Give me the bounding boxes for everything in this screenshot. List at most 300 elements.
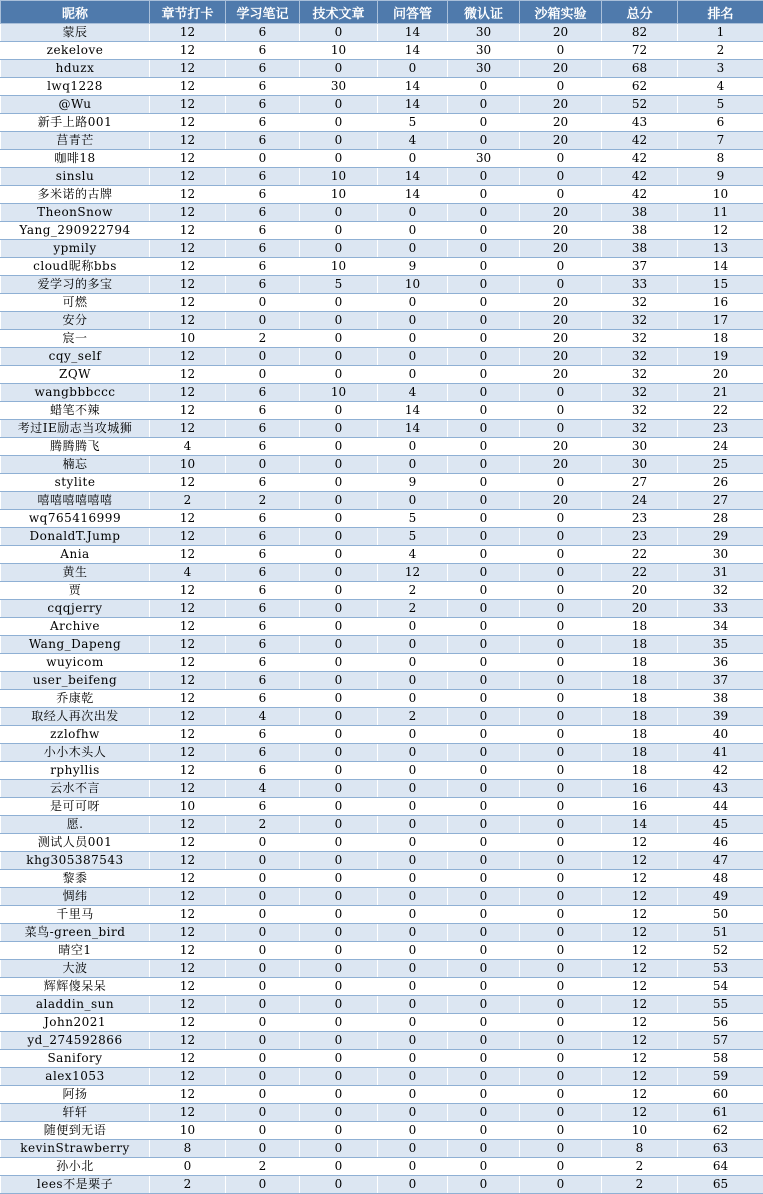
rank-cell[interactable]: 48 <box>678 870 763 888</box>
chapter-checkin-cell[interactable]: 12 <box>150 1014 226 1032</box>
tech-articles-cell[interactable]: 0 <box>300 240 378 258</box>
tech-articles-cell[interactable]: 10 <box>300 384 378 402</box>
chapter-checkin-cell[interactable]: 12 <box>150 78 226 96</box>
chapter-checkin-cell[interactable]: 12 <box>150 1086 226 1104</box>
nickname-cell[interactable]: 千里马 <box>1 906 150 924</box>
sandbox-lab-cell[interactable]: 0 <box>520 78 602 96</box>
study-notes-cell[interactable]: 6 <box>226 204 300 222</box>
chapter-checkin-cell[interactable]: 12 <box>150 942 226 960</box>
rank-cell[interactable]: 37 <box>678 672 763 690</box>
qa-cell[interactable]: 9 <box>378 258 448 276</box>
chapter-checkin-cell[interactable]: 12 <box>150 1050 226 1068</box>
header-study-notes[interactable]: 学习笔记 <box>226 1 300 24</box>
qa-cell[interactable]: 0 <box>378 1086 448 1104</box>
sandbox-lab-cell[interactable]: 0 <box>520 816 602 834</box>
study-notes-cell[interactable]: 6 <box>226 672 300 690</box>
qa-cell[interactable]: 10 <box>378 276 448 294</box>
study-notes-cell[interactable]: 0 <box>226 942 300 960</box>
tech-articles-cell[interactable]: 0 <box>300 294 378 312</box>
rank-cell[interactable]: 12 <box>678 222 763 240</box>
sandbox-lab-cell[interactable]: 0 <box>520 402 602 420</box>
qa-cell[interactable]: 0 <box>378 870 448 888</box>
total-score-cell[interactable]: 10 <box>602 1122 678 1140</box>
sandbox-lab-cell[interactable]: 0 <box>520 42 602 60</box>
study-notes-cell[interactable]: 0 <box>226 1176 300 1194</box>
study-notes-cell[interactable]: 6 <box>226 546 300 564</box>
nickname-cell[interactable]: hduzx <box>1 60 150 78</box>
qa-cell[interactable]: 0 <box>378 780 448 798</box>
study-notes-cell[interactable]: 6 <box>226 402 300 420</box>
chapter-checkin-cell[interactable]: 12 <box>150 60 226 78</box>
qa-cell[interactable]: 0 <box>378 150 448 168</box>
total-score-cell[interactable]: 38 <box>602 240 678 258</box>
tech-articles-cell[interactable]: 10 <box>300 42 378 60</box>
sandbox-lab-cell[interactable]: 0 <box>520 528 602 546</box>
study-notes-cell[interactable]: 0 <box>226 366 300 384</box>
study-notes-cell[interactable]: 6 <box>226 744 300 762</box>
qa-cell[interactable]: 0 <box>378 888 448 906</box>
chapter-checkin-cell[interactable]: 12 <box>150 726 226 744</box>
tech-articles-cell[interactable]: 0 <box>300 96 378 114</box>
nickname-cell[interactable]: 愿. <box>1 816 150 834</box>
tech-articles-cell[interactable]: 0 <box>300 114 378 132</box>
total-score-cell[interactable]: 42 <box>602 186 678 204</box>
sandbox-lab-cell[interactable]: 0 <box>520 564 602 582</box>
chapter-checkin-cell[interactable]: 12 <box>150 834 226 852</box>
rank-cell[interactable]: 13 <box>678 240 763 258</box>
rank-cell[interactable]: 14 <box>678 258 763 276</box>
sandbox-lab-cell[interactable]: 0 <box>520 1086 602 1104</box>
tech-articles-cell[interactable]: 0 <box>300 852 378 870</box>
qa-cell[interactable]: 0 <box>378 1068 448 1086</box>
nickname-cell[interactable]: 蒙辰 <box>1 24 150 42</box>
sandbox-lab-cell[interactable]: 20 <box>520 438 602 456</box>
nickname-cell[interactable]: user_beifeng <box>1 672 150 690</box>
study-notes-cell[interactable]: 0 <box>226 456 300 474</box>
study-notes-cell[interactable]: 6 <box>226 96 300 114</box>
chapter-checkin-cell[interactable]: 4 <box>150 564 226 582</box>
study-notes-cell[interactable]: 6 <box>226 582 300 600</box>
rank-cell[interactable]: 65 <box>678 1176 763 1194</box>
sandbox-lab-cell[interactable]: 0 <box>520 600 602 618</box>
rank-cell[interactable]: 50 <box>678 906 763 924</box>
study-notes-cell[interactable]: 0 <box>226 852 300 870</box>
nickname-cell[interactable]: 贾 <box>1 582 150 600</box>
qa-cell[interactable]: 14 <box>378 78 448 96</box>
sandbox-lab-cell[interactable]: 20 <box>520 366 602 384</box>
nickname-cell[interactable]: 考过IE励志当攻城狮 <box>1 420 150 438</box>
sandbox-lab-cell[interactable]: 0 <box>520 384 602 402</box>
rank-cell[interactable]: 15 <box>678 276 763 294</box>
micro-cert-cell[interactable]: 0 <box>448 546 520 564</box>
chapter-checkin-cell[interactable]: 12 <box>150 168 226 186</box>
qa-cell[interactable]: 0 <box>378 1140 448 1158</box>
sandbox-lab-cell[interactable]: 20 <box>520 294 602 312</box>
tech-articles-cell[interactable]: 0 <box>300 1050 378 1068</box>
qa-cell[interactable]: 2 <box>378 708 448 726</box>
chapter-checkin-cell[interactable]: 12 <box>150 384 226 402</box>
total-score-cell[interactable]: 18 <box>602 762 678 780</box>
qa-cell[interactable]: 4 <box>378 546 448 564</box>
tech-articles-cell[interactable]: 0 <box>300 420 378 438</box>
total-score-cell[interactable]: 18 <box>602 672 678 690</box>
total-score-cell[interactable]: 18 <box>602 618 678 636</box>
micro-cert-cell[interactable]: 0 <box>448 384 520 402</box>
rank-cell[interactable]: 21 <box>678 384 763 402</box>
chapter-checkin-cell[interactable]: 12 <box>150 636 226 654</box>
sandbox-lab-cell[interactable]: 0 <box>520 1068 602 1086</box>
chapter-checkin-cell[interactable]: 12 <box>150 294 226 312</box>
study-notes-cell[interactable]: 6 <box>226 42 300 60</box>
rank-cell[interactable]: 28 <box>678 510 763 528</box>
sandbox-lab-cell[interactable]: 0 <box>520 690 602 708</box>
qa-cell[interactable]: 0 <box>378 60 448 78</box>
nickname-cell[interactable]: 黄生 <box>1 564 150 582</box>
micro-cert-cell[interactable]: 0 <box>448 636 520 654</box>
total-score-cell[interactable]: 32 <box>602 294 678 312</box>
sandbox-lab-cell[interactable]: 0 <box>520 672 602 690</box>
qa-cell[interactable]: 0 <box>378 618 448 636</box>
total-score-cell[interactable]: 23 <box>602 528 678 546</box>
qa-cell[interactable]: 0 <box>378 240 448 258</box>
qa-cell[interactable]: 0 <box>378 294 448 312</box>
sandbox-lab-cell[interactable]: 0 <box>520 618 602 636</box>
micro-cert-cell[interactable]: 0 <box>448 1014 520 1032</box>
study-notes-cell[interactable]: 0 <box>226 888 300 906</box>
total-score-cell[interactable]: 16 <box>602 798 678 816</box>
total-score-cell[interactable]: 42 <box>602 150 678 168</box>
nickname-cell[interactable]: TheonSnow <box>1 204 150 222</box>
tech-articles-cell[interactable]: 0 <box>300 960 378 978</box>
qa-cell[interactable]: 5 <box>378 528 448 546</box>
sandbox-lab-cell[interactable]: 0 <box>520 636 602 654</box>
study-notes-cell[interactable]: 6 <box>226 258 300 276</box>
total-score-cell[interactable]: 18 <box>602 690 678 708</box>
study-notes-cell[interactable]: 6 <box>226 222 300 240</box>
tech-articles-cell[interactable]: 0 <box>300 672 378 690</box>
total-score-cell[interactable]: 72 <box>602 42 678 60</box>
sandbox-lab-cell[interactable]: 0 <box>520 276 602 294</box>
total-score-cell[interactable]: 12 <box>602 924 678 942</box>
sandbox-lab-cell[interactable]: 0 <box>520 1140 602 1158</box>
chapter-checkin-cell[interactable]: 12 <box>150 870 226 888</box>
study-notes-cell[interactable]: 6 <box>226 600 300 618</box>
study-notes-cell[interactable]: 6 <box>226 78 300 96</box>
rank-cell[interactable]: 55 <box>678 996 763 1014</box>
qa-cell[interactable]: 0 <box>378 726 448 744</box>
micro-cert-cell[interactable]: 0 <box>448 870 520 888</box>
total-score-cell[interactable]: 18 <box>602 654 678 672</box>
micro-cert-cell[interactable]: 0 <box>448 492 520 510</box>
micro-cert-cell[interactable]: 30 <box>448 42 520 60</box>
nickname-cell[interactable]: cloud昵称bbs <box>1 258 150 276</box>
micro-cert-cell[interactable]: 0 <box>448 852 520 870</box>
tech-articles-cell[interactable]: 0 <box>300 402 378 420</box>
rank-cell[interactable]: 11 <box>678 204 763 222</box>
nickname-cell[interactable]: 嘻嘻嘻嘻嘻嘻 <box>1 492 150 510</box>
sandbox-lab-cell[interactable]: 20 <box>520 60 602 78</box>
total-score-cell[interactable]: 12 <box>602 960 678 978</box>
tech-articles-cell[interactable]: 0 <box>300 942 378 960</box>
rank-cell[interactable]: 31 <box>678 564 763 582</box>
sandbox-lab-cell[interactable]: 20 <box>520 348 602 366</box>
study-notes-cell[interactable]: 0 <box>226 906 300 924</box>
study-notes-cell[interactable]: 0 <box>226 348 300 366</box>
qa-cell[interactable]: 14 <box>378 420 448 438</box>
chapter-checkin-cell[interactable]: 12 <box>150 618 226 636</box>
nickname-cell[interactable]: 惆纬 <box>1 888 150 906</box>
total-score-cell[interactable]: 2 <box>602 1158 678 1176</box>
study-notes-cell[interactable]: 6 <box>226 384 300 402</box>
tech-articles-cell[interactable]: 0 <box>300 762 378 780</box>
rank-cell[interactable]: 43 <box>678 780 763 798</box>
sandbox-lab-cell[interactable]: 0 <box>520 870 602 888</box>
nickname-cell[interactable]: 取经人再次出发 <box>1 708 150 726</box>
study-notes-cell[interactable]: 6 <box>226 618 300 636</box>
qa-cell[interactable]: 0 <box>378 1122 448 1140</box>
tech-articles-cell[interactable]: 0 <box>300 348 378 366</box>
study-notes-cell[interactable]: 6 <box>226 654 300 672</box>
qa-cell[interactable]: 14 <box>378 168 448 186</box>
nickname-cell[interactable]: Wang_Dapeng <box>1 636 150 654</box>
nickname-cell[interactable]: 多米诺的古牌 <box>1 186 150 204</box>
chapter-checkin-cell[interactable]: 12 <box>150 528 226 546</box>
qa-cell[interactable]: 0 <box>378 348 448 366</box>
study-notes-cell[interactable]: 6 <box>226 690 300 708</box>
study-notes-cell[interactable]: 6 <box>226 564 300 582</box>
rank-cell[interactable]: 44 <box>678 798 763 816</box>
qa-cell[interactable]: 0 <box>378 690 448 708</box>
sandbox-lab-cell[interactable]: 20 <box>520 96 602 114</box>
nickname-cell[interactable]: 莒青芒 <box>1 132 150 150</box>
micro-cert-cell[interactable]: 0 <box>448 348 520 366</box>
tech-articles-cell[interactable]: 0 <box>300 780 378 798</box>
chapter-checkin-cell[interactable]: 12 <box>150 222 226 240</box>
rank-cell[interactable]: 35 <box>678 636 763 654</box>
tech-articles-cell[interactable]: 0 <box>300 474 378 492</box>
chapter-checkin-cell[interactable]: 12 <box>150 672 226 690</box>
tech-articles-cell[interactable]: 0 <box>300 366 378 384</box>
study-notes-cell[interactable]: 0 <box>226 996 300 1014</box>
nickname-cell[interactable]: khg305387543 <box>1 852 150 870</box>
qa-cell[interactable]: 0 <box>378 366 448 384</box>
chapter-checkin-cell[interactable]: 12 <box>150 762 226 780</box>
nickname-cell[interactable]: rphyllis <box>1 762 150 780</box>
sandbox-lab-cell[interactable]: 0 <box>520 168 602 186</box>
sandbox-lab-cell[interactable]: 0 <box>520 924 602 942</box>
total-score-cell[interactable]: 22 <box>602 564 678 582</box>
study-notes-cell[interactable]: 2 <box>226 330 300 348</box>
total-score-cell[interactable]: 32 <box>602 402 678 420</box>
sandbox-lab-cell[interactable]: 0 <box>520 474 602 492</box>
chapter-checkin-cell[interactable]: 12 <box>150 312 226 330</box>
nickname-cell[interactable]: zekelove <box>1 42 150 60</box>
micro-cert-cell[interactable]: 0 <box>448 1068 520 1086</box>
tech-articles-cell[interactable]: 0 <box>300 24 378 42</box>
nickname-cell[interactable]: 腾腾腾飞 <box>1 438 150 456</box>
chapter-checkin-cell[interactable]: 12 <box>150 906 226 924</box>
qa-cell[interactable]: 14 <box>378 402 448 420</box>
nickname-cell[interactable]: 楠忘 <box>1 456 150 474</box>
nickname-cell[interactable]: 大波 <box>1 960 150 978</box>
study-notes-cell[interactable]: 0 <box>226 1140 300 1158</box>
total-score-cell[interactable]: 12 <box>602 834 678 852</box>
qa-cell[interactable]: 14 <box>378 96 448 114</box>
micro-cert-cell[interactable]: 0 <box>448 528 520 546</box>
rank-cell[interactable]: 60 <box>678 1086 763 1104</box>
study-notes-cell[interactable]: 6 <box>226 240 300 258</box>
nickname-cell[interactable]: 孙小北 <box>1 1158 150 1176</box>
study-notes-cell[interactable]: 0 <box>226 1032 300 1050</box>
nickname-cell[interactable]: ZQW <box>1 366 150 384</box>
rank-cell[interactable]: 36 <box>678 654 763 672</box>
rank-cell[interactable]: 17 <box>678 312 763 330</box>
micro-cert-cell[interactable]: 0 <box>448 618 520 636</box>
micro-cert-cell[interactable]: 30 <box>448 150 520 168</box>
qa-cell[interactable]: 0 <box>378 996 448 1014</box>
total-score-cell[interactable]: 38 <box>602 204 678 222</box>
nickname-cell[interactable]: 菜鸟-green_bird <box>1 924 150 942</box>
micro-cert-cell[interactable]: 0 <box>448 510 520 528</box>
micro-cert-cell[interactable]: 0 <box>448 114 520 132</box>
tech-articles-cell[interactable]: 0 <box>300 528 378 546</box>
tech-articles-cell[interactable]: 0 <box>300 816 378 834</box>
sandbox-lab-cell[interactable]: 0 <box>520 1176 602 1194</box>
micro-cert-cell[interactable]: 0 <box>448 1032 520 1050</box>
qa-cell[interactable]: 14 <box>378 42 448 60</box>
qa-cell[interactable]: 0 <box>378 222 448 240</box>
micro-cert-cell[interactable]: 0 <box>448 798 520 816</box>
qa-cell[interactable]: 4 <box>378 132 448 150</box>
nickname-cell[interactable]: 黎黍 <box>1 870 150 888</box>
sandbox-lab-cell[interactable]: 20 <box>520 456 602 474</box>
chapter-checkin-cell[interactable]: 12 <box>150 852 226 870</box>
chapter-checkin-cell[interactable]: 12 <box>150 240 226 258</box>
chapter-checkin-cell[interactable]: 12 <box>150 420 226 438</box>
sandbox-lab-cell[interactable]: 20 <box>520 222 602 240</box>
rank-cell[interactable]: 23 <box>678 420 763 438</box>
nickname-cell[interactable]: 云水不言 <box>1 780 150 798</box>
study-notes-cell[interactable]: 4 <box>226 708 300 726</box>
rank-cell[interactable]: 38 <box>678 690 763 708</box>
header-qa[interactable]: 问答管 <box>378 1 448 24</box>
micro-cert-cell[interactable]: 30 <box>448 24 520 42</box>
micro-cert-cell[interactable]: 0 <box>448 222 520 240</box>
qa-cell[interactable]: 0 <box>378 636 448 654</box>
tech-articles-cell[interactable]: 0 <box>300 834 378 852</box>
sandbox-lab-cell[interactable]: 0 <box>520 726 602 744</box>
sandbox-lab-cell[interactable]: 20 <box>520 114 602 132</box>
nickname-cell[interactable]: DonaldT.Jump <box>1 528 150 546</box>
rank-cell[interactable]: 40 <box>678 726 763 744</box>
sandbox-lab-cell[interactable]: 0 <box>520 780 602 798</box>
rank-cell[interactable]: 41 <box>678 744 763 762</box>
rank-cell[interactable]: 62 <box>678 1122 763 1140</box>
rank-cell[interactable]: 46 <box>678 834 763 852</box>
nickname-cell[interactable]: 咖啡18 <box>1 150 150 168</box>
study-notes-cell[interactable]: 6 <box>226 726 300 744</box>
nickname-cell[interactable]: 可燃 <box>1 294 150 312</box>
rank-cell[interactable]: 63 <box>678 1140 763 1158</box>
tech-articles-cell[interactable]: 5 <box>300 276 378 294</box>
study-notes-cell[interactable]: 6 <box>226 60 300 78</box>
chapter-checkin-cell[interactable]: 12 <box>150 258 226 276</box>
total-score-cell[interactable]: 68 <box>602 60 678 78</box>
sandbox-lab-cell[interactable]: 0 <box>520 1032 602 1050</box>
rank-cell[interactable]: 26 <box>678 474 763 492</box>
total-score-cell[interactable]: 32 <box>602 348 678 366</box>
tech-articles-cell[interactable]: 0 <box>300 600 378 618</box>
qa-cell[interactable]: 0 <box>378 672 448 690</box>
total-score-cell[interactable]: 18 <box>602 744 678 762</box>
sandbox-lab-cell[interactable]: 0 <box>520 888 602 906</box>
chapter-checkin-cell[interactable]: 12 <box>150 204 226 222</box>
micro-cert-cell[interactable]: 0 <box>448 906 520 924</box>
micro-cert-cell[interactable]: 0 <box>448 1122 520 1140</box>
qa-cell[interactable]: 4 <box>378 384 448 402</box>
micro-cert-cell[interactable]: 0 <box>448 708 520 726</box>
study-notes-cell[interactable]: 6 <box>226 420 300 438</box>
tech-articles-cell[interactable]: 0 <box>300 726 378 744</box>
micro-cert-cell[interactable]: 0 <box>448 276 520 294</box>
study-notes-cell[interactable]: 6 <box>226 24 300 42</box>
chapter-checkin-cell[interactable]: 12 <box>150 654 226 672</box>
total-score-cell[interactable]: 32 <box>602 420 678 438</box>
rank-cell[interactable]: 64 <box>678 1158 763 1176</box>
tech-articles-cell[interactable]: 10 <box>300 168 378 186</box>
total-score-cell[interactable]: 12 <box>602 1050 678 1068</box>
qa-cell[interactable]: 0 <box>378 1158 448 1176</box>
study-notes-cell[interactable]: 6 <box>226 636 300 654</box>
tech-articles-cell[interactable]: 0 <box>300 222 378 240</box>
chapter-checkin-cell[interactable]: 12 <box>150 96 226 114</box>
total-score-cell[interactable]: 23 <box>602 510 678 528</box>
tech-articles-cell[interactable]: 0 <box>300 1068 378 1086</box>
tech-articles-cell[interactable]: 10 <box>300 258 378 276</box>
qa-cell[interactable]: 14 <box>378 186 448 204</box>
micro-cert-cell[interactable]: 0 <box>448 240 520 258</box>
study-notes-cell[interactable]: 6 <box>226 114 300 132</box>
study-notes-cell[interactable]: 6 <box>226 510 300 528</box>
rank-cell[interactable]: 47 <box>678 852 763 870</box>
qa-cell[interactable]: 0 <box>378 978 448 996</box>
qa-cell[interactable]: 0 <box>378 1050 448 1068</box>
nickname-cell[interactable]: wangbbbccc <box>1 384 150 402</box>
total-score-cell[interactable]: 20 <box>602 600 678 618</box>
chapter-checkin-cell[interactable]: 12 <box>150 150 226 168</box>
chapter-checkin-cell[interactable]: 12 <box>150 402 226 420</box>
nickname-cell[interactable]: Archive <box>1 618 150 636</box>
nickname-cell[interactable]: 爱学习的多宝 <box>1 276 150 294</box>
chapter-checkin-cell[interactable]: 12 <box>150 996 226 1014</box>
tech-articles-cell[interactable]: 0 <box>300 456 378 474</box>
sandbox-lab-cell[interactable]: 0 <box>520 510 602 528</box>
chapter-checkin-cell[interactable]: 0 <box>150 1158 226 1176</box>
chapter-checkin-cell[interactable]: 12 <box>150 474 226 492</box>
total-score-cell[interactable]: 2 <box>602 1176 678 1194</box>
chapter-checkin-cell[interactable]: 12 <box>150 1068 226 1086</box>
chapter-checkin-cell[interactable]: 12 <box>150 348 226 366</box>
total-score-cell[interactable]: 12 <box>602 852 678 870</box>
micro-cert-cell[interactable]: 0 <box>448 834 520 852</box>
chapter-checkin-cell[interactable]: 4 <box>150 438 226 456</box>
tech-articles-cell[interactable]: 0 <box>300 636 378 654</box>
rank-cell[interactable]: 22 <box>678 402 763 420</box>
tech-articles-cell[interactable]: 0 <box>300 618 378 636</box>
rank-cell[interactable]: 54 <box>678 978 763 996</box>
rank-cell[interactable]: 16 <box>678 294 763 312</box>
total-score-cell[interactable]: 12 <box>602 1104 678 1122</box>
